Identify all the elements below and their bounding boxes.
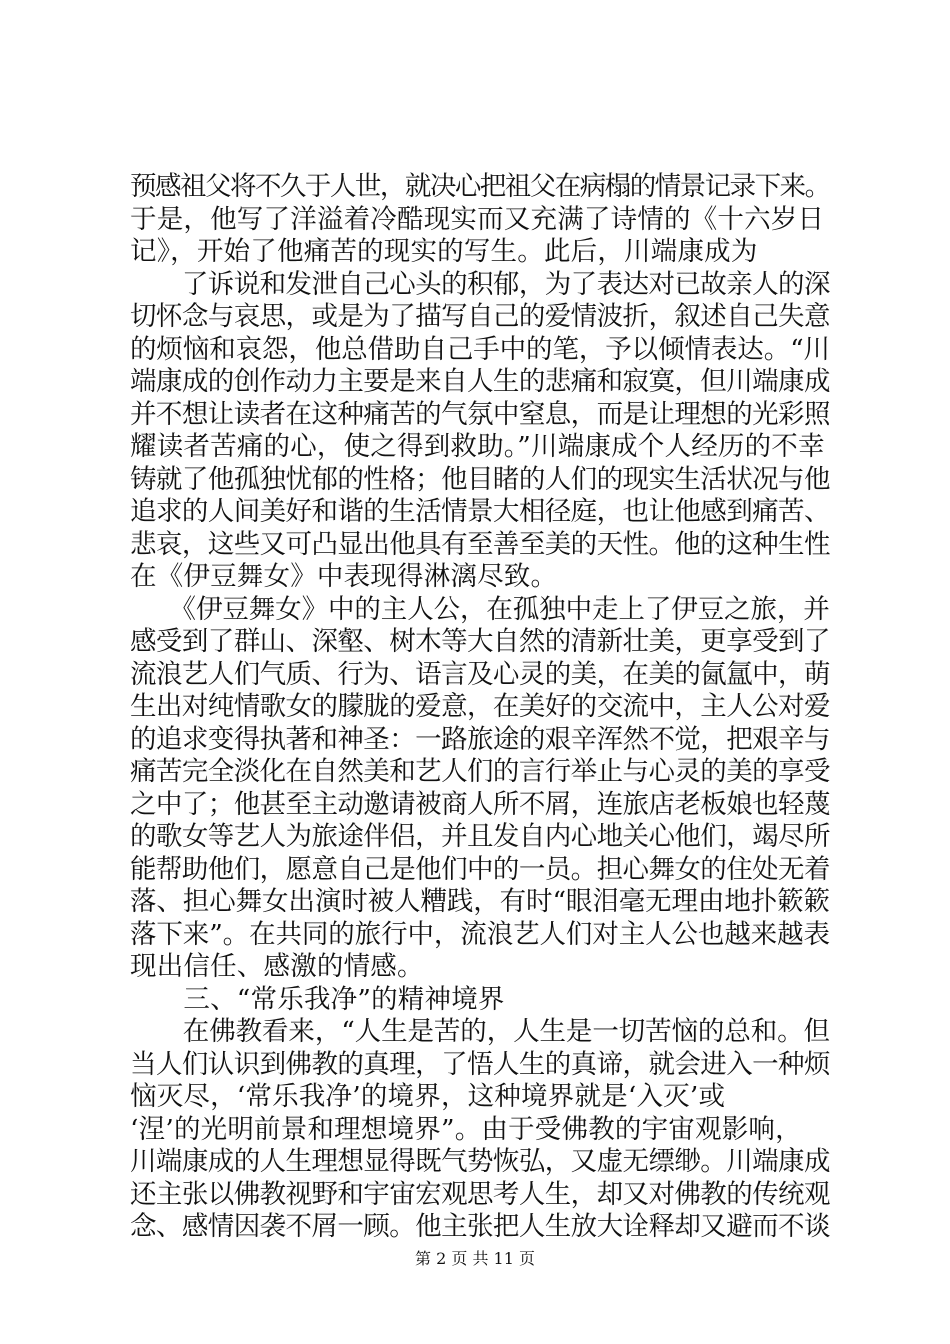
text-line: 预感祖父将不久于人世，就决心把祖父在病榻的情景记录下来。: [130, 171, 830, 202]
text-line: 记》，开始了他痛苦的现实的写生。此后，川端康成为: [130, 236, 758, 267]
text-line: 在《伊豆舞女》中表现得淋漓尽致。: [130, 561, 558, 592]
text-line: 悲哀，这些又可凸显出他具有至善至美的天性。他的这种生性: [130, 528, 830, 560]
text-line: 川端康成的人生理想显得既气势恢弘，又虚无缥缈。川端康成: [130, 1146, 830, 1177]
text-line: 现出信任、感激的情感。: [130, 951, 424, 982]
text-line: 感受到了群山、深壑、树木等大自然的清新壮美，更享受到了: [130, 626, 830, 657]
text-line: 能帮助他们，愿意自己是他们中的一员。担心舞女的住处无着: [130, 853, 830, 885]
text-line: 落下来”。在共同的旅行中，流浪艺人们对主人公也越来越表: [130, 918, 830, 950]
text-line: 念、感情因袭不屑一顾。他主张把人生放大诠释却又避而不谈: [130, 1211, 830, 1242]
text-line: 的烦恼和哀怨，他总借助自己手中的笔，予以倾情表达。“川: [130, 333, 830, 365]
text-line: 当人们认识到佛教的真理，了悟人生的真谛，就会进入一种烦: [130, 1048, 830, 1080]
text-line: 铸就了他孤独忧郁的性格；他目睹的人们的现实生活状况与他: [130, 463, 830, 495]
page-footer: 第 2 页 共 11 页: [415, 1249, 535, 1268]
text-line: 了诉说和发泄自己心头的积郁，为了表达对已故亲人的深: [130, 268, 830, 300]
text-line: 三、“常乐我净”的精神境界: [130, 983, 505, 1015]
text-line: 在佛教看来，“人生是苦的，人生是一切苦恼的总和。但: [130, 1016, 830, 1047]
text-line: 切怀念与哀思，或是为了描写自己的爱情波折，叙述自己失意: [130, 301, 830, 332]
text-line: 生出对纯情歌女的朦胧的爱意，在美好的交流中，主人公对爱: [130, 691, 830, 722]
text-line: 落、担心舞女出演时被人糟践，有时“眼泪毫无理由地扑簌簌: [130, 886, 830, 917]
text-line: ‘涅’的光明前景和理想境界”。由于受佛教的宇宙观影响，: [130, 1113, 802, 1145]
text-line: 并不想让读者在这种痛苦的气氛中窒息，而是让理想的光彩照: [130, 398, 830, 430]
text-line: 痛苦完全淡化在自然美和艺人们的言行举止与心灵的美的享受: [130, 756, 830, 787]
text-line: 追求的人间美好和谐的生活情景大相径庭，也让他感到痛苦、: [130, 496, 830, 527]
text-line: 的歌女等艺人为旅途伴侣，并且发自内心地关心他们，竭尽所: [130, 821, 830, 852]
text-line: 恼灭尽，‘常乐我净’的境界，这种境界就是‘入灭’或: [130, 1081, 726, 1112]
text-line: 《伊豆舞女》中的主人公，在孤独中走上了伊豆之旅，并: [130, 593, 830, 625]
body-text: [130, 171, 830, 1244]
text-line: 的追求变得执著和神圣：一路旅途的艰辛浑然不觉，把艰辛与: [130, 723, 830, 755]
text-line: 端康成的创作动力主要是来自人生的悲痛和寂寞，但川端康成: [130, 366, 830, 397]
text-line: 于是，他写了洋溢着冷酷现实而又充满了诗情的《十六岁日: [130, 203, 825, 235]
text-line: 耀读者苦痛的心，使之得到救助。”川端康成个人经历的不幸: [130, 431, 825, 462]
text-line: 还主张以佛教视野和宇宙宏观思考人生，却又对佛教的传统观: [130, 1178, 830, 1210]
text-line: 之中了；他甚至主动邀请被商人所不屑，连旅店老板娘也轻蔑: [130, 788, 830, 820]
text-line: 流浪艺人们气质、行为、语言及心灵的美，在美的氤氲中，萌: [130, 658, 830, 690]
